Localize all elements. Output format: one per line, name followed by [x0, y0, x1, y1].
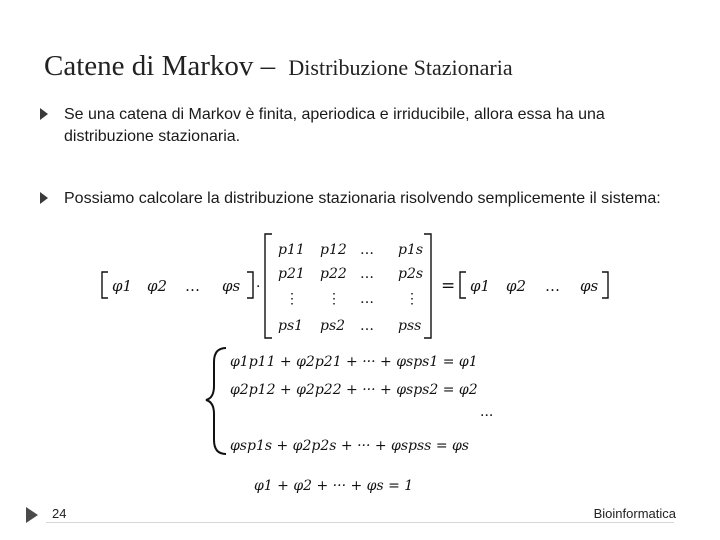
- result-entry: φs: [580, 277, 599, 295]
- footer-course: Bioinformatica: [593, 506, 676, 521]
- matrix-cell: p12: [320, 242, 347, 258]
- svg-text:·: ·: [256, 279, 261, 295]
- row-entry: φs: [222, 277, 241, 295]
- normalization-text: φ1 + φ2 + ··· + φs = 1: [254, 478, 414, 494]
- row-entry: φ1: [112, 277, 133, 295]
- transition-matrix: [265, 234, 431, 338]
- system-equation: φsp1s + φ2p2s + ··· + φspss = φs: [230, 438, 469, 454]
- row-vector: [102, 272, 260, 298]
- bullet-text: Possiamo calcolare la distribuzione stazionaria risolvendo semplicemente il sistema:: [64, 190, 661, 207]
- matrix-cell: …: [360, 318, 374, 334]
- result-entry: …: [545, 277, 560, 295]
- matrix-cell: …: [360, 242, 374, 258]
- normalization-equation: [254, 478, 413, 494]
- matrix-cell: pss: [398, 318, 422, 334]
- title-main: Catene di Markov –: [44, 50, 283, 82]
- matrix-cell: ps1: [278, 318, 304, 334]
- matrix-cell: p11: [278, 242, 305, 258]
- result-entry: φ1: [470, 277, 491, 295]
- system-equation: φ2p12 + φ2p22 + ··· + φsps2 = φ2: [230, 382, 478, 398]
- footer-arrow-icon: [26, 507, 38, 523]
- equation-system: [206, 348, 493, 454]
- matrix-cell: p22: [320, 266, 347, 282]
- matrix-cell: p21: [278, 266, 305, 282]
- result-entry: φ2: [506, 277, 527, 295]
- page-number: 24: [52, 506, 67, 521]
- footer-divider: [46, 522, 674, 523]
- system-ellipsis: ···: [480, 408, 494, 424]
- matrix-cell: ⋮: [327, 291, 341, 307]
- matrix-cell: p2s: [398, 266, 424, 282]
- matrix-cell: …: [360, 266, 374, 282]
- result-vector: [441, 272, 608, 298]
- matrix-cell: p1s: [398, 242, 424, 258]
- matrix-cell: ⋮: [285, 291, 299, 307]
- bullet-text: Se una catena di Markov è finita, aperiodica e irriducibile, allora essa ha una distribuzione stazionaria.: [64, 106, 605, 145]
- title-subtitle: Distribuzione Stazionaria: [288, 55, 513, 80]
- matrix-cell: …: [360, 291, 374, 307]
- system-equation: φ1p11 + φ2p21 + ··· + φsps1 = φ1: [230, 354, 478, 370]
- row-entry: …: [185, 277, 200, 295]
- matrix-cell: ps2: [320, 318, 346, 334]
- svg-text:=: =: [441, 276, 456, 296]
- row-entry: φ2: [147, 277, 168, 295]
- matrix-cell: ⋮: [405, 291, 419, 307]
